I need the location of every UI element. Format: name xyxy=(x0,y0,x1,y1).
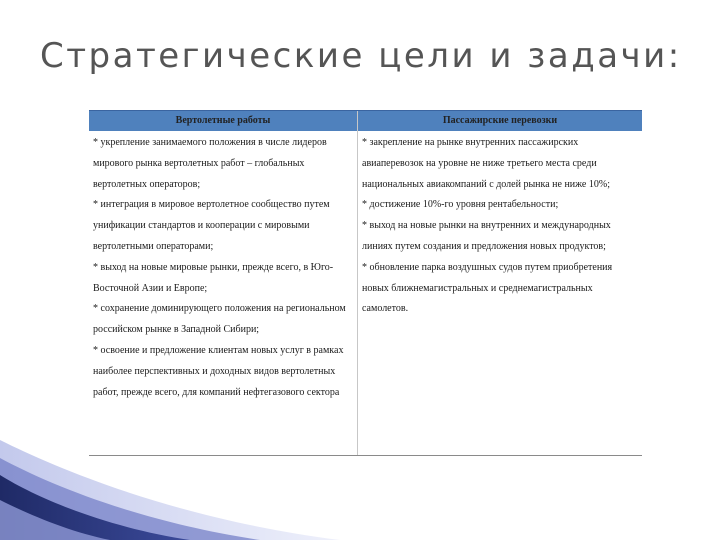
passenger-goal-item: * выход на новые рынки на внутренних и международных линиях путем создания и предложения новых продуктов; xyxy=(362,220,611,252)
helicopter-goals-cell xyxy=(89,131,358,455)
helicopter-goal-item: * укрепление занимаемого положения в числе лидеров мирового рынка вертолетных работ – глобальных вертолетных операторов; xyxy=(93,137,327,190)
header-helicopter-works: Вертолетные работы xyxy=(89,111,358,131)
passenger-goal-item: * обновление парка воздушных судов путем приобретения новых ближнемагистральных и среднемагистральных самолетов. xyxy=(362,261,613,315)
slide-title: Стратегические цели и задачи: xyxy=(40,36,682,76)
helicopter-goal-item: * выход на новые мировые рынки, прежде всего, в Юго-Восточной Азии и Европе; xyxy=(93,261,334,294)
goals-table xyxy=(89,110,642,456)
header-passenger-transport: Пассажирские перевозки xyxy=(442,115,558,126)
passenger-goal-item: * закрепление на рынке внутренних пассажирских авиаперевозок на уровне не ниже третьего места среди национальных авиакомпаний с долей рынка не ниже 10%; xyxy=(362,137,610,190)
table-body-row xyxy=(89,131,642,455)
helicopter-goal-item: * сохранение доминирующего положения на региональном российском рынке в Западной Сибири; xyxy=(93,303,346,336)
helicopter-goal-item: * интеграция в мировое вертолетное сообщество путем унификации стандартов и кооперации с мировыми вертолетными операторами; xyxy=(93,199,330,252)
passenger-goal-item: * достижение 10%-го уровня рентабельности; xyxy=(362,199,559,211)
helicopter-goal-item: * освоение и предложение клиентам новых услуг в рамках наиболее перспективных и доходных видов вертолетных работ, прежде всего, для компаний нефтегазового сектора xyxy=(93,344,344,398)
passenger-goals-cell xyxy=(358,131,642,455)
corner-swoosh-decoration xyxy=(0,430,340,540)
table-header-row xyxy=(89,110,642,131)
